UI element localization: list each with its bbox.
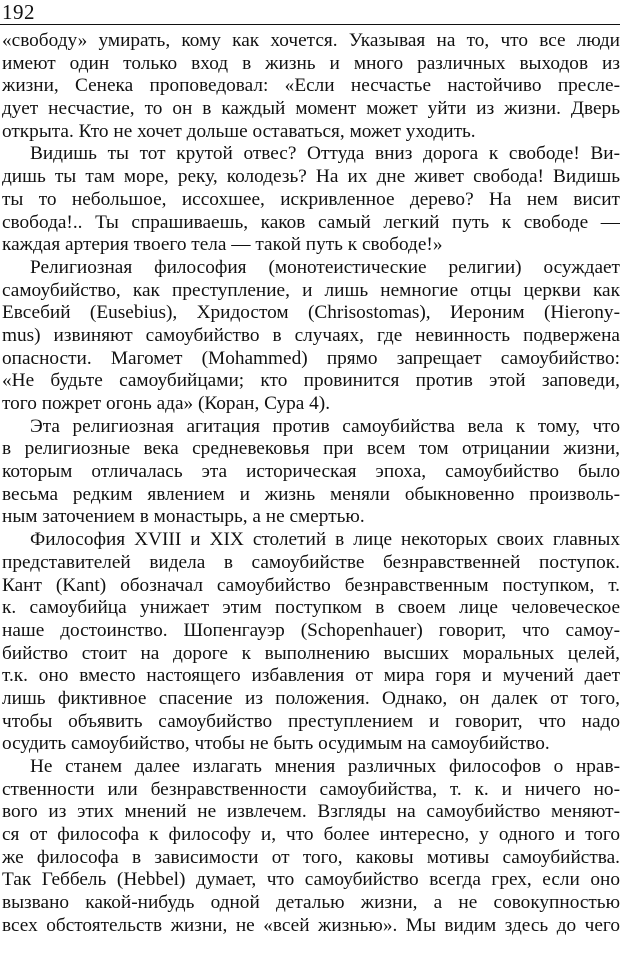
- text-line: самоубийство, как преступление, и лишь немногие отцы церкви как: [2, 279, 620, 301]
- text-line: mus) извиняют самоубийство в случаях, где невинность подвержена: [2, 324, 620, 346]
- text-line: каждая артерия твоего тела — такой путь к свободе!»: [2, 234, 443, 256]
- text-line: «Не будьте самоубийцами; кто провинится против этой заповеди,: [2, 370, 620, 392]
- text-line: Кант (Kant) обозначал самоубийство безнравственным поступком, т.: [2, 574, 620, 596]
- paragraph: [2, 143, 620, 256]
- text-line: того пожрет огонь ада» (Коран, Сура 4).: [2, 393, 331, 414]
- text-line: которым отличалась эта историческая эпоха, самоубийство было: [2, 461, 620, 483]
- text-line: Эта религиозная агитация против самоубийства вела к тому, что: [30, 415, 620, 437]
- paragraph: [2, 756, 620, 938]
- text-line: дишь ты там море, реку, колодезь? На их дне живет свобода! Видишь: [2, 166, 620, 188]
- text-line: Евсебий (Eusebius), Хридостом (Chrisostomas), Иероним (Hierony-: [2, 302, 620, 324]
- text-line: к. самоубийца унижает этим поступком в своем лице человеческое: [2, 597, 620, 619]
- text-line: Так Геббель (Hebbel) думает, что самоубийство всегда грех, если оно: [2, 869, 620, 891]
- text-line: открыта. Кто не хочет дольше оставаться, может уходить.: [2, 120, 476, 142]
- body-text: [2, 30, 620, 938]
- text-line: лишь фиктивное спасение из положения. Однако, он далек от того,: [2, 687, 620, 709]
- text-line: ты то небольшое, иссохшее, искривленное дерево? На нем висит: [2, 188, 620, 210]
- header-rule: [0, 24, 620, 25]
- text-line: представителей видела в самоубийстве безнравственней поступок.: [2, 551, 620, 573]
- text-line: бийство стоит на дороге к выполнению высших моральных целей,: [2, 642, 620, 664]
- text-line: всех обстоятельств жизни, не «всей жизнью». Мы видим здесь до чего: [2, 914, 620, 936]
- paragraph: [2, 529, 620, 756]
- text-line: чтобы объявить самоубийство преступлением и говорит, что надо: [2, 710, 620, 732]
- paragraph: [2, 416, 620, 529]
- text-line: Религиозная философия (монотеистические религии) осуждает: [30, 256, 620, 278]
- paragraph: [2, 257, 620, 416]
- text-line: т.к. оно вместо настоящего избавления от мира горя и мучений дает: [2, 665, 620, 687]
- page-number: 192: [2, 0, 35, 24]
- text-line: ственности или безнравственности самоубийства, т. к. и ничего но-: [2, 778, 620, 800]
- text-line: имеют один только вход в жизнь и много различных выходов из: [2, 52, 620, 74]
- text-line: наше достоинство. Шопенгауэр (Schopenhauer) говорит, что самоу-: [2, 619, 620, 641]
- text-line: ным заточением в монастырь, а не смертью.: [2, 506, 365, 528]
- text-line: вызвано какой-нибудь одной деталью жизни, а не совокупностью: [2, 892, 620, 914]
- text-line: же философа в зависимости от того, каковы мотивы самоубийства.: [2, 846, 620, 868]
- text-line: «свободу» умирать, кому как хочется. Указывая на то, что все люди: [2, 30, 620, 51]
- text-line: Философия XVIII и XIX столетий в лице некоторых своих главных: [30, 529, 620, 551]
- text-line: Не станем далее излагать мнения различных философов о нрав-: [30, 756, 620, 777]
- text-line: в религиозные века средневековья при всем том отрицании жизни,: [2, 438, 620, 460]
- text-line: Видишь ты тот крутой отвес? Оттуда вниз дорога к свободе! Ви-: [30, 143, 620, 165]
- text-line: весьма редким явлением и жизнь меняли обыкновенно произволь-: [2, 483, 620, 505]
- text-line: дует несчастие, то он в каждый момент может уйти из жизни. Дверь: [2, 98, 620, 120]
- text-line: свобода!.. Ты спрашиваешь, каков самый легкий путь к свободе —: [2, 211, 620, 233]
- paragraph: [2, 30, 620, 143]
- text-line: осудить самоубийство, чтобы не быть осудимым на самоубийство.: [2, 733, 550, 755]
- text-line: опасности. Магомет (Mohammed) прямо запрещает самоубийство:: [2, 347, 620, 369]
- text-line: вого из этих мнений не извлечем. Взгляды на самоубийство меняют-: [2, 801, 620, 823]
- text-line: жизни, Сенека проповедовал: «Если несчастье настойчиво пресле-: [2, 75, 620, 97]
- text-line: ся от философа к философу и, что более интересно, у одного и того: [2, 824, 620, 846]
